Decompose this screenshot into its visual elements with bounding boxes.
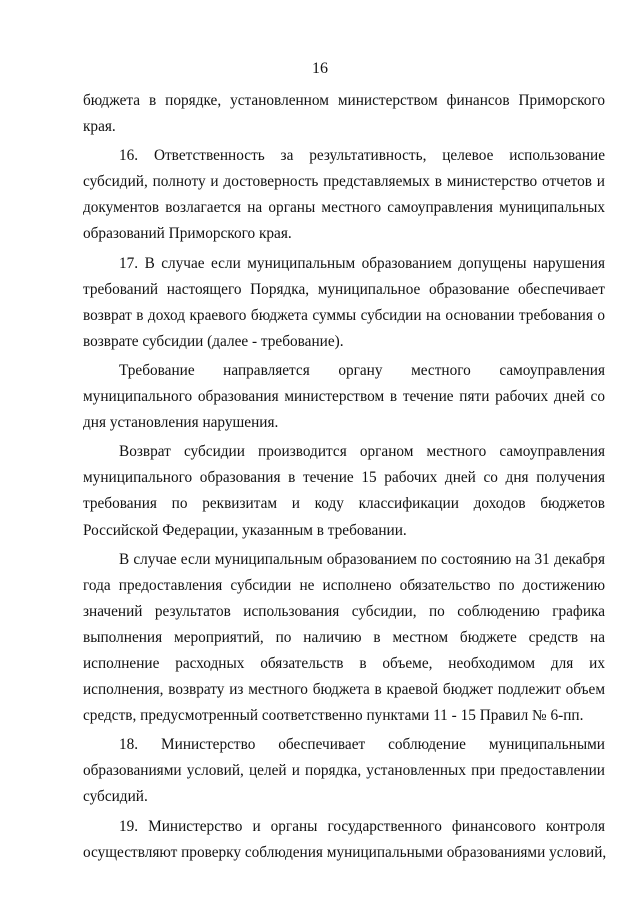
text-line: значений результатов использования субсидии, по соблюдению графика (83, 602, 605, 620)
text-line: Возврат субсидии производится органом местного самоуправления (119, 443, 605, 461)
text-line: средств, предусмотренный соответственно пунктами 11 - 15 Правил № 6-пп. (83, 707, 584, 725)
text-line: требований настоящего Порядка, муниципальное образование обеспечивает (83, 280, 605, 298)
text-line: Российской Федерации, указанным в требовании. (83, 521, 407, 539)
text-line: 19. Министерство и органы государственного финансового контроля (119, 817, 605, 835)
text-line: дня установления нарушения. (83, 414, 279, 432)
text-line: осуществляют проверку соблюдения муниципальными образованиями условий, (83, 843, 607, 861)
document-body (83, 88, 605, 866)
text-line: 16. Ответственность за результативность, целевое использование (119, 147, 605, 165)
page-number: 16 (312, 60, 328, 77)
text-line: образованиями условий, целей и порядка, установленных при предоставлении (83, 762, 605, 780)
paragraph-p-trebovanie (83, 358, 605, 436)
text-line: требования по реквизитам и коду классификации доходов бюджетов (83, 495, 605, 513)
paragraph-p-18 (83, 732, 605, 810)
text-line: субсидий. (83, 788, 148, 806)
text-line: 18. Министерство обеспечивает соблюдение муниципальными (119, 736, 605, 754)
text-line: края. (83, 118, 116, 136)
text-line: В случае если муниципальным образованием по состоянию на 31 декабря (119, 550, 605, 568)
text-line: Требование направляется органу местного самоуправления (119, 361, 605, 379)
paragraph-p-16 (83, 143, 605, 247)
text-line: образований Приморского края. (83, 225, 292, 243)
text-line: возврат в доход краевого бюджета суммы субсидии на основании требования о (83, 306, 605, 324)
text-line: года предоставления субсидии не исполнено обязательство по достижению (83, 576, 605, 594)
text-line: бюджета в порядке, установленном министерством финансов Приморского (83, 92, 605, 109)
paragraph-p-31dec (83, 547, 605, 730)
text-line: муниципального образования в течение 15 рабочих дней со дня получения (83, 469, 605, 487)
paragraph-p-17 (83, 251, 605, 355)
paragraph-p-19 (83, 814, 605, 866)
text-line: возврате субсидии (далее - требование). (83, 332, 344, 350)
text-line: выполнения мероприятий, по наличию в местном бюджете средств на (83, 628, 605, 646)
text-line: исполнение расходных обязательств в объеме, необходимом для их (83, 654, 605, 672)
paragraph-p-cont (83, 88, 605, 140)
text-line: муниципального образования министерством в течение пяти рабочих дней со (83, 388, 605, 406)
text-line: 17. В случае если муниципальным образованием допущены нарушения (119, 254, 605, 272)
paragraph-p-vozvrat (83, 439, 605, 543)
text-line: исполнения, возврату из местного бюджета в краевой бюджет подлежит объем (83, 681, 605, 699)
text-line: документов возлагается на органы местного самоуправления муниципальных (83, 199, 605, 217)
text-line: субсидий, полноту и достоверность представляемых в министерство отчетов и (83, 173, 605, 191)
